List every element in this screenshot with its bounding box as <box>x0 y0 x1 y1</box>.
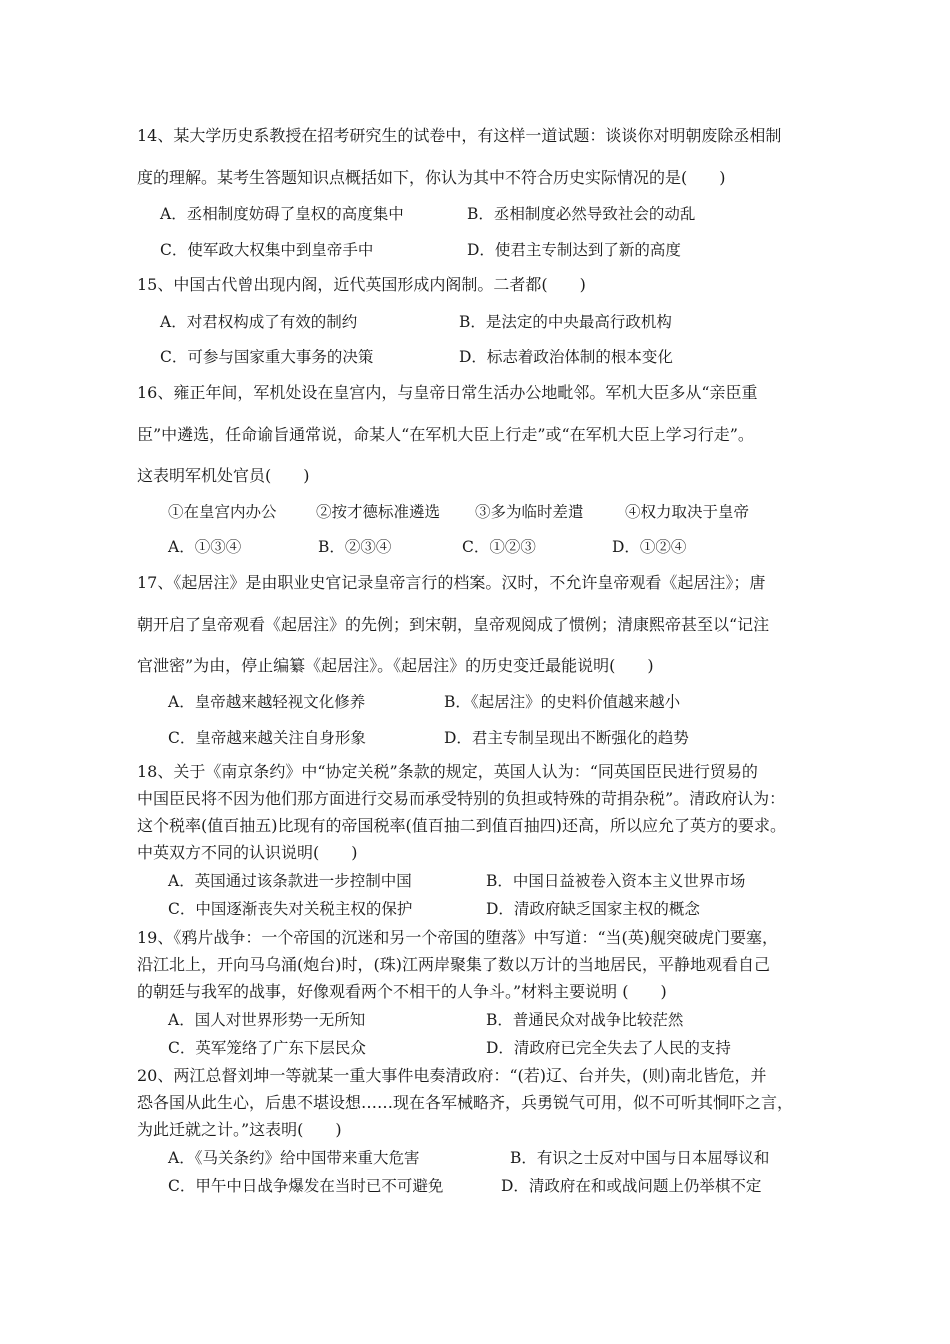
question-14-option-a: A．丞相制度妨碍了皇权的高度集中 <box>160 205 404 223</box>
question-20-stem-line-3: 为此迁就之计。”这表明( ) <box>137 1120 342 1139</box>
question-18-stem-line-3: 这个税率(值百抽五)比现有的帝国税率(值百抽二到值百抽四)还高，所以应允了英方的要求。 <box>137 816 786 835</box>
question-18-option-d: D．清政府缺乏国家主权的概念 <box>486 900 700 918</box>
question-15-option-a: A．对君权构成了有效的制约 <box>160 313 358 331</box>
question-19-stem-line-2: 沿江北上，开向马乌涌(炮台)时，(珠)江两岸聚集了数以万计的当地居民，平静地观看自己 <box>137 955 770 974</box>
question-16-item-4: ④权力取决于皇帝 <box>625 503 750 521</box>
question-14-stem-line-1: 14、某大学历史系教授在招考研究生的试卷中，有这样一道试题：谈谈你对明朝废除丞相制 <box>137 126 782 145</box>
question-17-option-b: B．《起居注》的史料价值越来越小 <box>444 693 681 711</box>
question-16-stem-line-3: 这表明军机处官员( ) <box>137 466 310 485</box>
question-17-stem-line-3: 官泄密”为由，停止编纂《起居注》。《起居注》的历史变迁最能说明( ) <box>137 656 654 675</box>
question-16-option-c: C．①②③ <box>462 538 536 556</box>
question-19-stem-line-3: 的朝廷与我军的战事，好像观看两个不相干的人争斗。”材料主要说明 ( ) <box>137 982 667 1001</box>
question-18-option-c: C．中国逐渐丧失对关税主权的保护 <box>168 900 413 918</box>
question-15-option-c: C．可参与国家重大事务的决策 <box>160 348 374 366</box>
question-18-stem-line-4: 中英双方不同的认识说明( ) <box>137 843 358 862</box>
question-20-option-b: B．有识之士反对中国与日本屈辱议和 <box>510 1149 770 1167</box>
question-17-option-d: D．君主专制呈现出不断强化的趋势 <box>444 729 689 747</box>
question-18-stem-line-1: 18、关于《南京条约》中“协定关税”条款的规定，英国人认为：“同英国臣民进行贸易的 <box>137 762 758 781</box>
question-19-option-d: D．清政府已完全失去了人民的支持 <box>486 1039 731 1057</box>
question-14-stem-line-2: 度的理解。某考生答题知识点概括如下，你认为其中不符合历史实际情况的是( ) <box>137 168 726 187</box>
question-15-option-d: D．标志着政治体制的根本变化 <box>459 348 673 366</box>
question-14-option-b: B．丞相制度必然导致社会的动乱 <box>467 205 696 223</box>
question-18-option-b: B．中国日益被卷入资本主义世界市场 <box>486 872 746 890</box>
question-16-option-b: B．②③④ <box>318 538 392 556</box>
question-16-option-a: A．①③④ <box>168 538 242 556</box>
question-16-item-1: ①在皇宫内办公 <box>168 503 277 521</box>
question-20-option-d: D．清政府在和或战问题上仍举棋不定 <box>501 1177 762 1195</box>
question-14-option-d: D．使君主专制达到了新的高度 <box>467 241 681 259</box>
question-14-option-c: C．使军政大权集中到皇帝手中 <box>160 241 374 259</box>
question-17-option-a: A．皇帝越来越轻视文化修养 <box>168 693 366 711</box>
question-16-option-d: D．①②④ <box>612 538 687 556</box>
question-17-option-c: C．皇帝越来越关注自身形象 <box>168 729 366 747</box>
question-17-stem-line-1: 17、《起居注》是由职业史官记录皇帝言行的档案。汉时，不允许皇帝观看《起居注》；唐 <box>137 573 766 592</box>
question-19-option-b: B．普通民众对战争比较茫然 <box>486 1011 684 1029</box>
question-16-stem-line-1: 16、雍正年间，军机处设在皇宫内，与皇帝日常生活办公地毗邻。军机大臣多从“亲臣重 <box>137 383 758 402</box>
question-16-item-3: ③多为临时差遣 <box>475 503 584 521</box>
question-20-option-a: A．《马关条约》给中国带来重大危害 <box>168 1149 420 1167</box>
question-19-stem-line-1: 19、《鸦片战争：一个帝国的沉迷和另一个帝国的堕落》中写道：“当(英)舰突破虎门要塞， <box>137 928 779 947</box>
question-20-stem-line-1: 20、两江总督刘坤一等就某一重大事件电奏清政府：“(若)辽、台并失，(则)南北皆危，并 <box>137 1066 767 1085</box>
question-17-stem-line-2: 朝开启了皇帝观看《起居注》的先例；到宋朝，皇帝观阅成了惯例；清康熙帝甚至以“记注 <box>137 615 770 634</box>
question-15-stem-line-1: 15、中国古代曾出现内阁，近代英国形成内阁制。二者都( ) <box>137 275 586 294</box>
question-18-stem-line-2: 中国臣民将不因为他们那方面进行交易而承受特别的负担或特殊的苛捐杂税”。清政府认为： <box>137 789 786 808</box>
question-19-option-a: A．国人对世界形势一无所知 <box>168 1011 366 1029</box>
question-20-stem-line-2: 恐各国从此生心，后患不堪设想……现在各军械略齐，兵勇锐气可用，似不可听其恫吓之言， <box>137 1093 794 1112</box>
question-20-option-c: C．甲午中日战争爆发在当时已不可避免 <box>168 1177 444 1195</box>
question-15-option-b: B．是法定的中央最高行政机构 <box>459 313 672 331</box>
question-16-item-2: ②按才德标准遴选 <box>316 503 441 521</box>
question-19-option-c: C．英军笼络了广东下层民众 <box>168 1039 366 1057</box>
question-18-option-a: A．英国通过该条款进一步控制中国 <box>168 872 412 890</box>
question-16-stem-line-2: 臣”中遴选，任命谕旨通常说，命某人“在军机大臣上行走”或“在军机大臣上学习行走”。 <box>137 425 754 444</box>
